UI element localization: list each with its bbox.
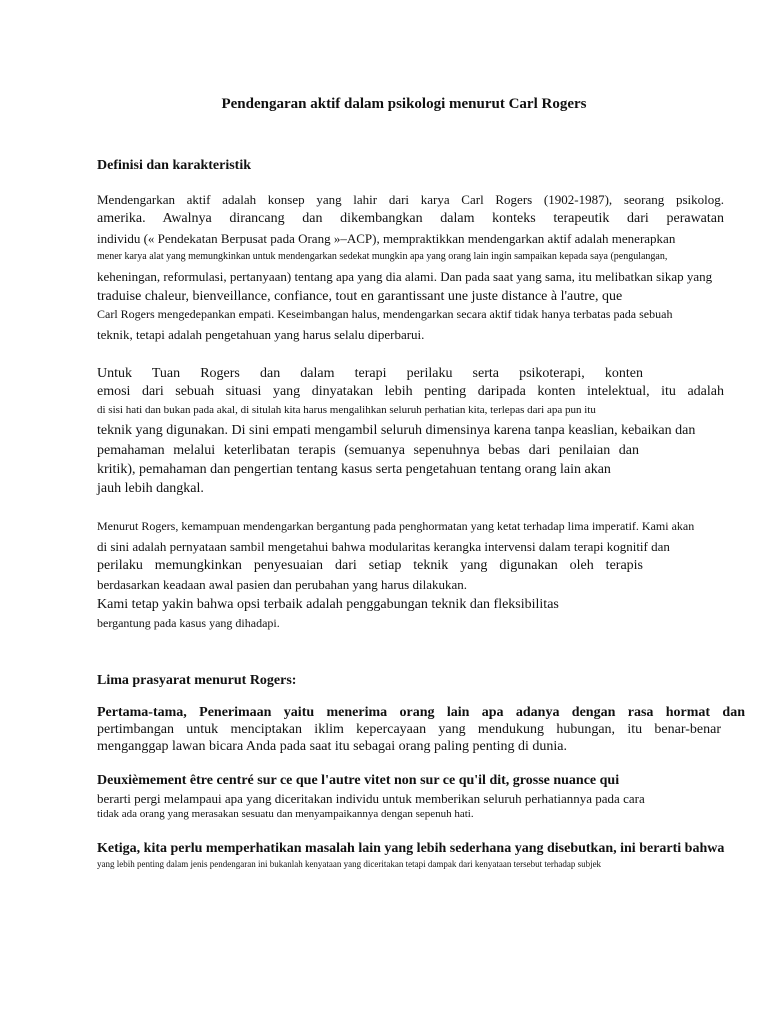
paragraph-line: Mendengarkan aktif adalah konsep yang lahir dari karya Carl Rogers (1902-1987), seorang psikolog. bbox=[97, 192, 724, 207]
paragraph-line: berdasarkan keadaan awal pasien dan perubahan yang harus dilakukan. bbox=[97, 577, 467, 592]
paragraph-line: emosi dari sebuah situasi yang dinyatakan lebih penting daripada konten intelektual, itu adalah bbox=[97, 384, 724, 399]
prerequisite-line: yang lebih penting dalam jenis pendengaran ini bukanlah kenyataan yang diceritakan tetapi dampak dari kenyataan tersebut terhadap subjek bbox=[97, 859, 602, 869]
paragraph-line: perilaku memungkinkan penyesuaian dari setiap teknik yang digunakan oleh terapis bbox=[97, 558, 643, 573]
prerequisite-line: tidak ada orang yang merasakan sesuatu dan menyampaikannya dengan sepenuh hati. bbox=[97, 808, 474, 820]
paragraph-line: di sisi hati dan bukan pada akal, di situlah kita harus mengalihkan seluruh perhatian kita, terlepas dari apa pun itu bbox=[97, 404, 596, 416]
paragraph-line: jauh lebih dangkal. bbox=[97, 481, 204, 496]
paragraph-line: traduise chaleur, bienveillance, confiance, tout en garantissant une juste distance à l'autre, que bbox=[97, 289, 623, 304]
paragraph-line: amerika. Awalnya dirancang dan dikembangkan dalam konteks terapeutik dari perawatan bbox=[97, 211, 724, 226]
paragraph-line: mener karya alat yang memungkinkan untuk mendengarkan sedekat mungkin apa yang orang lain ingin sampaikan kepada saya (pengulangan, bbox=[97, 251, 668, 262]
prerequisite-line: menganggap lawan bicara Anda pada saat itu sebagai orang paling penting di dunia. bbox=[97, 739, 568, 754]
paragraph-line: Untuk Tuan Rogers dan dalam terapi perilaku serta psikoterapi, konten bbox=[97, 366, 643, 381]
prerequisite-line: Deuxièmement être centré sur ce que l'autre vitet non sur ce qu'il dit, grosse nuance qui bbox=[97, 773, 620, 788]
section-heading-definition: Definisi dan karakteristik bbox=[97, 158, 252, 173]
paragraph-line: individu (« Pendekatan Berpusat pada Orang »–ACP), mempraktikkan mendengarkan aktif adalah menerapkan bbox=[97, 231, 676, 246]
prerequisite-line: Ketiga, kita perlu memperhatikan masalah lain yang lebih sederhana yang disebutkan, ini berarti bahwa bbox=[97, 841, 725, 856]
paragraph-line: teknik yang digunakan. Di sini empati mengambil seluruh dimensinya karena tanpa keaslian, kebaikan dan bbox=[97, 423, 696, 438]
paragraph-line: Kami tetap yakin bahwa opsi terbaik adalah penggabungan teknik dan fleksibilitas bbox=[97, 597, 559, 612]
paragraph-line: keheningan, reformulasi, pertanyaan) tentang apa yang dia alami. Dan pada saat yang sama, itu melibatkan sikap yang bbox=[97, 269, 713, 284]
paragraph-line: pemahaman melalui keterlibatan terapis (semuanya sepenuhnya bebas dari penilaian dan bbox=[97, 443, 639, 458]
section-heading-five-prerequisites: Lima prasyarat menurut Rogers: bbox=[97, 673, 297, 688]
prerequisite-line: berarti pergi melampaui apa yang diceritakan individu untuk memberikan seluruh perhatiannya pada cara bbox=[97, 791, 645, 806]
paragraph-line: teknik, tetapi adalah pengetahuan yang harus selalu diperbarui. bbox=[97, 327, 425, 342]
prerequisite-line: pertimbangan untuk menciptakan iklim kepercayaan yang mendukung hubungan, itu benar-benar bbox=[97, 722, 721, 737]
paragraph-line: Menurut Rogers, kemampuan mendengarkan bergantung pada penghormatan yang ketat terhadap lima imperatif. Kami akan bbox=[97, 519, 695, 533]
paragraph-line: Carl Rogers mengedepankan empati. Keseimbangan halus, mendengarkan secara aktif tidak hanya terbatas pada sebuah bbox=[97, 307, 673, 321]
prerequisite-line: Pertama-tama, Penerimaan yaitu menerima orang lain apa adanya dengan rasa hormat dan bbox=[97, 705, 745, 720]
page-title: Pendengaran aktif dalam psikologi menurut Carl Rogers bbox=[221, 96, 587, 112]
paragraph-line: kritik), pemahaman dan pengertian tentang kasus serta pengetahuan tentang orang lain akan bbox=[97, 462, 611, 477]
paragraph-line: di sini adalah pernyataan sambil mengetahui bahwa modularitas kerangka intervensi dalam terapi kognitif dan bbox=[97, 539, 670, 554]
paragraph-line: bergantung pada kasus yang dihadapi. bbox=[97, 616, 280, 630]
